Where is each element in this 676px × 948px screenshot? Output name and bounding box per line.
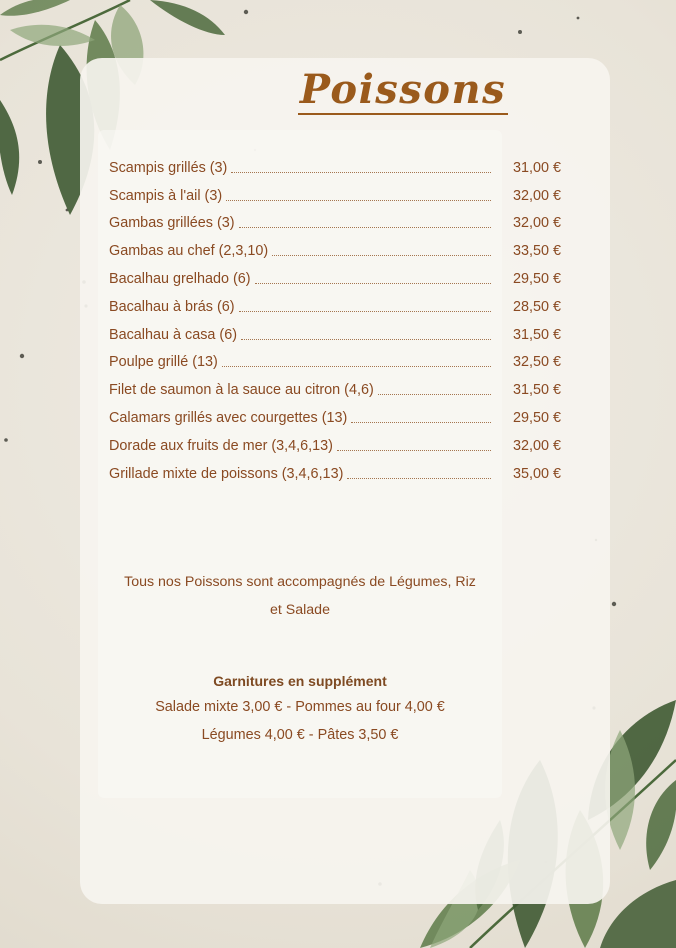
menu-item bbox=[109, 376, 561, 404]
menu-item bbox=[109, 237, 561, 265]
dot-leader bbox=[239, 226, 491, 228]
menu-item bbox=[109, 210, 561, 238]
menu-item-price: 29,50 € bbox=[512, 410, 561, 427]
dot-leader bbox=[231, 171, 491, 173]
menu-item-name: Dorade aux fruits de mer (3,4,6,13) bbox=[109, 437, 333, 454]
menu-item-price: 31,50 € bbox=[512, 326, 561, 343]
menu-item-price: 31,00 € bbox=[512, 159, 561, 176]
dot-leader bbox=[255, 282, 491, 284]
dot-leader bbox=[272, 254, 491, 256]
menu-item bbox=[109, 404, 561, 432]
accompaniment-note bbox=[108, 568, 492, 624]
dot-leader bbox=[226, 199, 491, 201]
dot-leader bbox=[337, 449, 491, 451]
menu-item-name: Poulpe grillé (13) bbox=[109, 354, 218, 371]
menu-item bbox=[109, 154, 561, 182]
menu-item-price: 32,00 € bbox=[512, 437, 561, 454]
menu-item bbox=[109, 293, 561, 321]
menu-item-name: Filet de saumon à la sauce au citron (4,6) bbox=[109, 382, 374, 399]
dot-leader bbox=[222, 365, 491, 367]
menu-item bbox=[109, 349, 561, 377]
menu-list bbox=[109, 154, 561, 488]
menu-item bbox=[109, 460, 561, 488]
menu-item bbox=[109, 265, 561, 293]
menu-item-name: Bacalhau à casa (6) bbox=[109, 326, 237, 343]
menu-item-price: 35,00 € bbox=[512, 465, 561, 482]
extras-line-2: Légumes 4,00 € - Pâtes 3,50 € bbox=[201, 727, 399, 743]
menu-item-price: 31,50 € bbox=[512, 382, 561, 399]
menu-item-name: Scampis grillés (3) bbox=[109, 159, 228, 176]
menu-item-name: Gambas grillées (3) bbox=[109, 215, 235, 232]
menu-item-name: Calamars grillés avec courgettes (13) bbox=[109, 410, 348, 427]
page-title: Poissons bbox=[299, 66, 507, 113]
menu-item-name: Bacalhau à brás (6) bbox=[109, 298, 235, 315]
menu-item-price: 33,50 € bbox=[512, 243, 561, 260]
menu-item-price: 28,50 € bbox=[512, 298, 561, 315]
menu-item-name: Bacalhau grelhado (6) bbox=[109, 271, 251, 288]
accompaniment-note-line-1: Tous nos Poissons sont accompagnés de Légumes, Riz bbox=[124, 574, 476, 590]
menu-item bbox=[109, 321, 561, 349]
menu-item-price: 32,00 € bbox=[512, 215, 561, 232]
menu-item-price: 32,00 € bbox=[512, 187, 561, 204]
dot-leader bbox=[239, 310, 491, 312]
dot-leader bbox=[378, 393, 491, 395]
menu-item-price: 29,50 € bbox=[512, 271, 561, 288]
menu-item-name: Grillade mixte de poissons (3,4,6,13) bbox=[109, 465, 344, 482]
accompaniment-note-line-2: et Salade bbox=[270, 602, 330, 618]
menu-item-name: Scampis à l'ail (3) bbox=[109, 187, 223, 204]
menu-item-price: 32,50 € bbox=[512, 354, 561, 371]
dot-leader bbox=[347, 477, 491, 479]
menu-item-name: Gambas au chef (2,3,10) bbox=[109, 243, 269, 260]
menu-item bbox=[109, 182, 561, 210]
extras-title: Garnitures en supplément bbox=[213, 673, 387, 689]
dot-leader bbox=[351, 421, 491, 423]
menu-item bbox=[109, 432, 561, 460]
extras-line-1: Salade mixte 3,00 € - Pommes au four 4,00 € bbox=[155, 699, 445, 715]
dot-leader bbox=[241, 338, 491, 340]
